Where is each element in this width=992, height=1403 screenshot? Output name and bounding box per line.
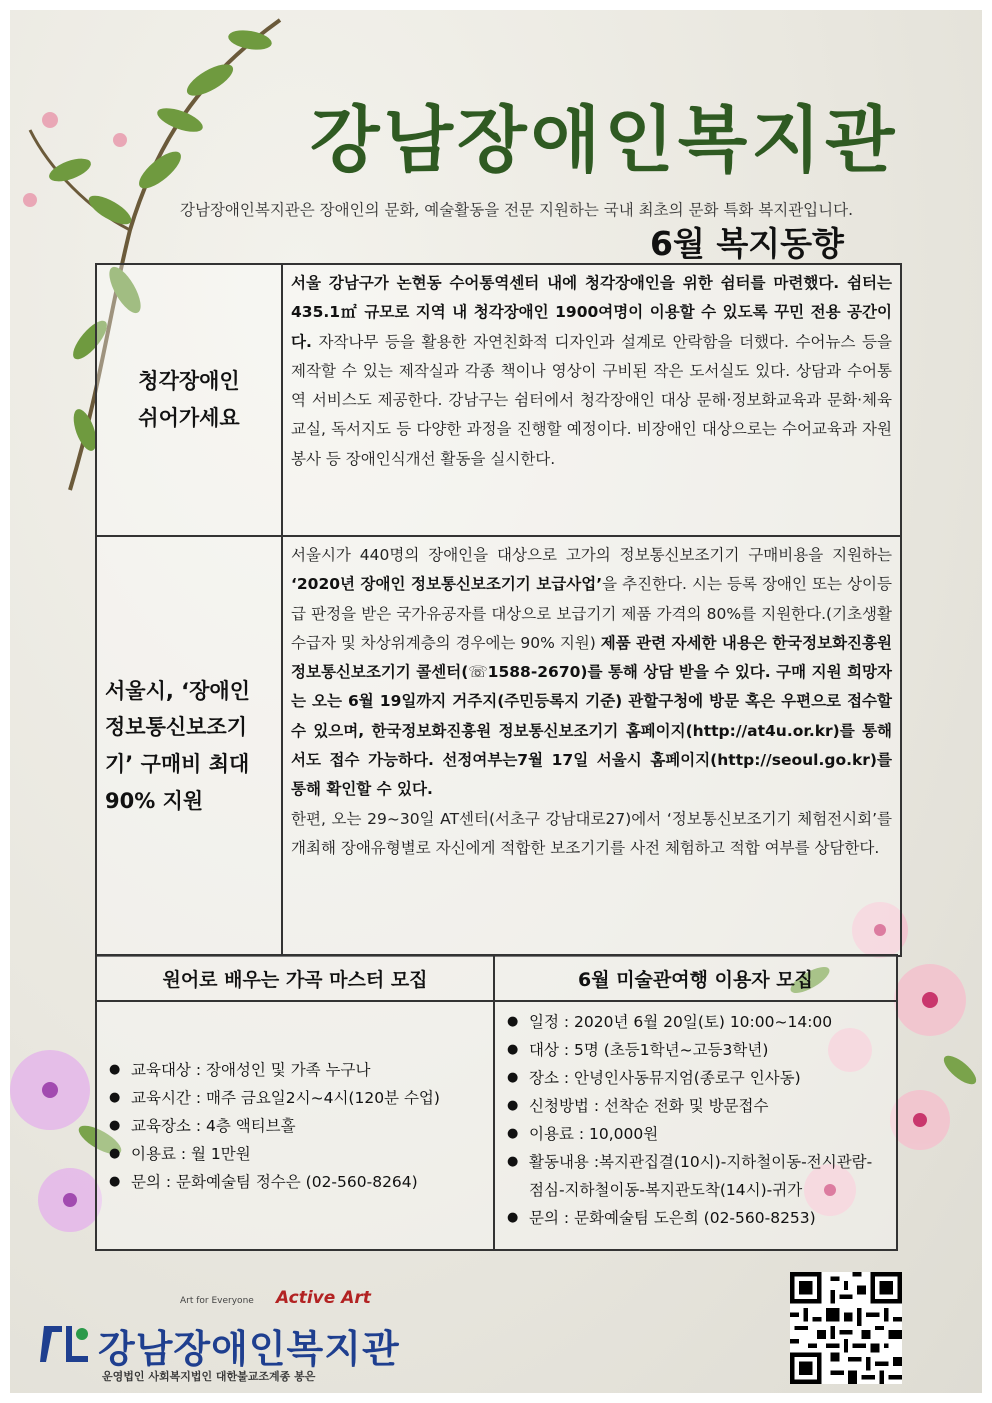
logo-tagline: Art for Everyone xyxy=(180,1296,254,1306)
program-list xyxy=(107,1056,440,1196)
article-text: 서울시가 440명의 장애인을 대상으로 고가의 정보통신보조기기 구매비용을 지원하는 xyxy=(291,546,892,564)
article-highlight: ‘2020년 장애인 정보통신보조기기 보급사업’ xyxy=(291,575,603,594)
logo-subtitle: 운영법인 사회복지법인 대한불교조계종 봉은 xyxy=(102,1370,316,1383)
page-title: 강남장애인복지관 xyxy=(310,97,899,182)
issue-title: 6월 복지동향 xyxy=(650,224,844,263)
list-item: ● 교육시간 : 매주 금요일2시~4시(120분 수업) xyxy=(107,1084,440,1112)
tagline: 강남장애인복지관은 장애인의 문화, 예술활동을 전문 지원하는 국내 최초의 문화 특화 복지관입니다. xyxy=(180,201,854,219)
program-details-right xyxy=(495,1002,896,1249)
list-item: ● 이용료 : 10,000원 xyxy=(505,1120,886,1148)
program-title-left: 원어로 배우는 가곡 마스터 모집 xyxy=(97,956,495,1002)
article-highlight: 제품 관련 자세한 내용은 한국정보화진흥원 정보통신보조기기 콜센터(☏1588-2670)를 통해 상담 받을 수 있다. 구매 지원 희망자는 오는 6월 19일까지 거주지(주민등록지 기준) 관할구청에 방문 혹은 우편으로 접수할 수 있으며, 한국정보화진흥원 정보통신보조기기 홈페이지(http://at4u.or.kr)를 통해서도 접수 가능하다. 선정여부는7월 17일 서울시 홈페이지(http://seoul.go.kr)를 통해 확인할 수 있다. xyxy=(291,633,892,799)
article-title: 서울시, ‘장애인 정보통신보조기기’ 구매비 최대 90% 지원 xyxy=(97,537,283,955)
news-table xyxy=(95,263,902,957)
program-title-right: 6월 미술관여행 이용자 모집 xyxy=(495,956,896,1002)
article-body xyxy=(283,265,900,535)
list-item: ● 활동내용 :복지관집결(10시)-지하철이동-전시관람-점심-지하철이동-복지관도착(14시)-귀가 xyxy=(505,1148,886,1204)
article-row xyxy=(97,537,900,955)
article-text: 한편, 오는 29~30일 AT센터(서초구 강남대로27)에서 ‘정보통신보조기기 체험전시회’를 개최해 장애유형별로 자신에게 적합한 보조기기를 사전 체험하고 적합 여부를 상담한다. xyxy=(291,809,892,857)
list-item: ● 대상 : 5명 (초등1학년~고등3학년) xyxy=(505,1036,886,1064)
article-title: 청각장애인 쉬어가세요 xyxy=(97,265,283,535)
article-text: 자작나무 등을 활용한 자연친화적 디자인과 설계로 안락함을 더했다. 수어뉴스 등을 제작할 수 있는 제작실과 각종 책이나 영상이 구비된 작은 도서실도 있다. 상담과 수어통역 서비스도 제공한다. 강남구는 쉼터에서 청각장애인 대상 문해·정보화교육과 문화·체육교실, 독서지도 등 다양한 과정을 진행할 예정이다. 비장애인 대상으로는 수어교육과 자원봉사 등 장애인식개선 활동을 실시한다. xyxy=(291,332,892,468)
qr-code-icon[interactable] xyxy=(790,1272,902,1384)
program-list xyxy=(505,1008,886,1232)
logo-mark-icon xyxy=(40,1320,92,1368)
list-item: ● 신청방법 : 선착순 전화 및 방문접수 xyxy=(505,1092,886,1120)
list-item: ● 이용료 : 월 1만원 xyxy=(107,1140,440,1168)
logo-active-art: Active Art xyxy=(276,1288,371,1308)
program-table xyxy=(95,954,898,1251)
article-body xyxy=(283,537,900,955)
logo-name: 강남장애인복지관 xyxy=(98,1327,400,1371)
list-item: ● 일정 : 2020년 6월 20일(토) 10:00~14:00 xyxy=(505,1008,886,1036)
list-item: ● 교육대상 : 장애성인 및 가족 누구나 xyxy=(107,1056,440,1084)
article-row xyxy=(97,265,900,537)
article-lead: 서울 강남구가 논현동 수어통역센터 내에 청각장애인을 위한 쉼터를 마련했다. 쉼터는 435.1㎡ 규모로 지역 내 청각장애인 1900여명이 이용할 수 있도록 꾸민 전용 공간이다. xyxy=(291,274,892,351)
newsletter-page xyxy=(10,10,982,1393)
program-details-left xyxy=(97,1002,495,1249)
list-item: ● 교육장소 : 4층 액티브홀 xyxy=(107,1112,440,1140)
list-item: ● 장소 : 안녕인사동뮤지엄(종로구 인사동) xyxy=(505,1064,886,1092)
organization-logo xyxy=(40,1288,400,1392)
list-item: ● 문의 : 문화예술팀 정수은 (02-560-8264) xyxy=(107,1168,440,1196)
article-text: 을 추진한다. 시는 등록 장애인 또는 상이등급 판정을 받은 국가유공자를 대상으로 보급기기 제품 가격의 80%를 지원한다.(기초생활수급자 및 차상위계층의 경우에는 90% 지원) xyxy=(291,575,892,652)
list-item: ● 문의 : 문화예술팀 도은희 (02-560-8253) xyxy=(505,1204,886,1232)
